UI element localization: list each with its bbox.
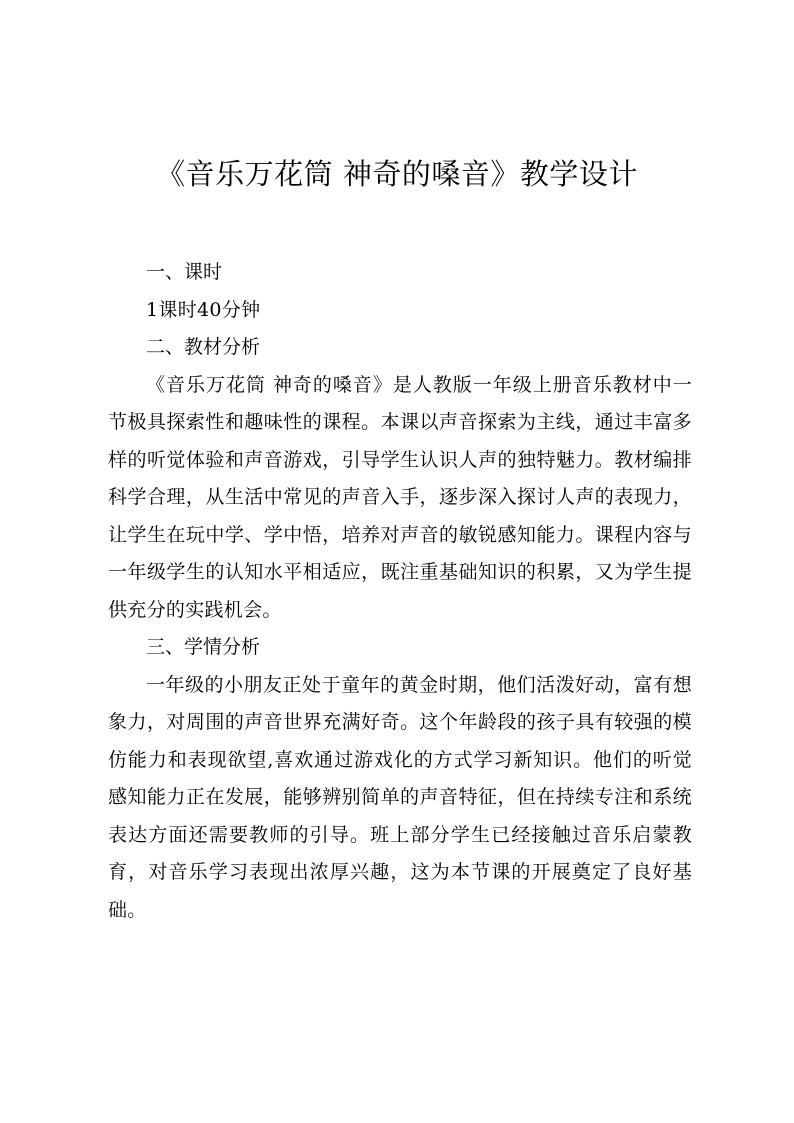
section-paragraph: 1课时40分钟 bbox=[146, 298, 261, 321]
section-paragraph: 《音乐万花筒 神奇的嗓音》是人教版一年级上册音乐教材中一节极具探索性和趣味性的课程。本课以声音探索为主线，通过丰富多样的听觉体验和声音游戏，引导学生认识人声的独特魅力。教材编排科学合理，从生活中常见的声音入手，逐步深入探讨人声的表现力，让学生在玩中学、学中悟，培养对声音的敏锐感知能力。课程内容与一年级学生的认知水平相适应，既注重基础知识的积累，又为学生提供充分的实践机会。 bbox=[108, 373, 692, 621]
section-heading: 二、教材分析 bbox=[146, 336, 261, 358]
section-paragraph: 一年级的小朋友正处于童年的黄金时期，他们活泼好动，富有想象力，对周围的声音世界充满好奇。这个年龄段的孩子具有较强的模仿能力和表现欲望,喜欢通过游戏化的方式学习新知识。他们的听觉感知能力正在发展，能够辨别简单的声音特征，但在持续专注和系统表达方面还需要教师的引导。班上部分学生已经接触过音乐启蒙教育，对音乐学习表现出浓厚兴趣，这为本节课的开展奠定了良好基础。 bbox=[108, 673, 692, 921]
section-heading: 一、课时 bbox=[146, 261, 223, 283]
section-student-analysis bbox=[108, 629, 692, 929]
document-body bbox=[108, 254, 692, 929]
section-textbook-analysis bbox=[108, 329, 692, 629]
section-heading: 三、学情分析 bbox=[146, 636, 261, 658]
section-lesson-duration bbox=[108, 254, 692, 329]
document-title: 《音乐万花筒 神奇的嗓音》教学设计 bbox=[156, 157, 638, 191]
